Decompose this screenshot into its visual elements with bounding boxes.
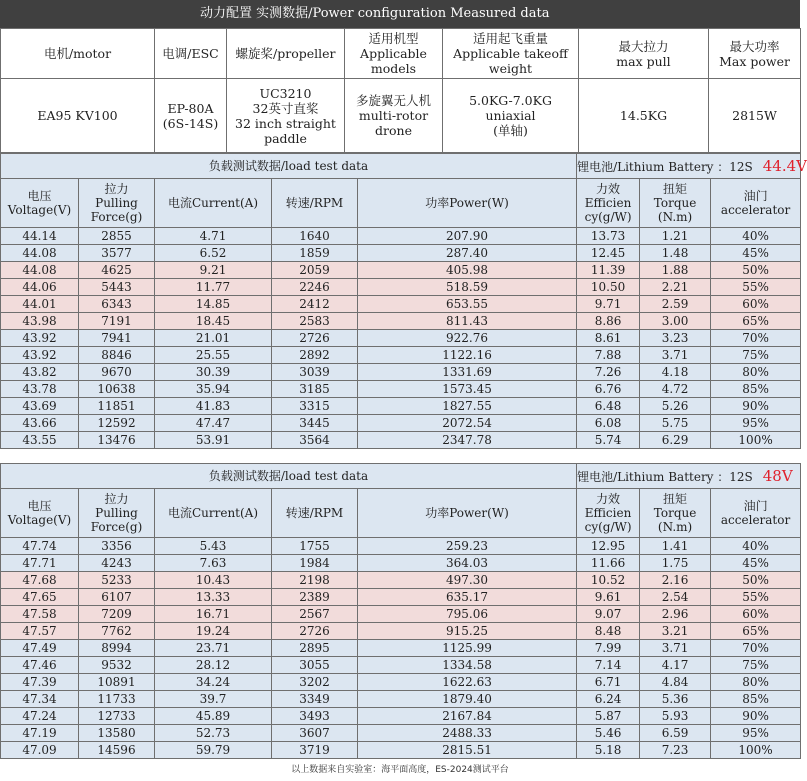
column-header: 力效 Efficien cy(g/W)	[577, 179, 640, 228]
table-cell: 8.61	[577, 330, 640, 347]
table-row	[1, 313, 801, 330]
spec-table	[0, 28, 801, 153]
table-cell: 43.78	[1, 381, 79, 398]
table-cell: 43.66	[1, 415, 79, 432]
column-header: 电压 Voltage(V)	[1, 489, 79, 538]
table-cell: 47.71	[1, 555, 79, 572]
table-cell: 55%	[711, 279, 801, 296]
table-body	[1, 228, 801, 449]
table-cell: 100%	[711, 742, 801, 759]
table-cell: 5.46	[577, 725, 640, 742]
table-cell: 915.25	[358, 623, 577, 640]
table-row	[1, 640, 801, 657]
spec-header-cell: 适用机型 Applicable models	[345, 29, 443, 79]
table-cell: 14596	[79, 742, 155, 759]
table-cell: 14.85	[155, 296, 272, 313]
table-cell: 3607	[272, 725, 358, 742]
table-cell: 2389	[272, 589, 358, 606]
table-cell: 7.63	[155, 555, 272, 572]
table-cell: 10.43	[155, 572, 272, 589]
table-cell: 13.33	[155, 589, 272, 606]
table-cell: 5.74	[577, 432, 640, 449]
table-cell: 2.54	[640, 589, 711, 606]
table-cell: 43.92	[1, 347, 79, 364]
table-cell: 3564	[272, 432, 358, 449]
table-row	[1, 538, 801, 555]
table-cell: 6.76	[577, 381, 640, 398]
table-cell: 6.71	[577, 674, 640, 691]
table-cell: 5.87	[577, 708, 640, 725]
table-cell: 2.59	[640, 296, 711, 313]
table-cell: 90%	[711, 708, 801, 725]
table-cell: 44.08	[1, 245, 79, 262]
table-cell: 3445	[272, 415, 358, 432]
column-header: 功率Power(W)	[358, 489, 577, 538]
table-cell: 47.74	[1, 538, 79, 555]
table-cell: 4625	[79, 262, 155, 279]
table-cell: 2059	[272, 262, 358, 279]
table-cell: 2488.33	[358, 725, 577, 742]
spec-header-row	[1, 29, 801, 79]
table-cell: 5.43	[155, 538, 272, 555]
table-cell: 80%	[711, 364, 801, 381]
table-cell: 7941	[79, 330, 155, 347]
table-cell: 3039	[272, 364, 358, 381]
table-cell: 4.84	[640, 674, 711, 691]
table-row	[1, 347, 801, 364]
spec-header-cell: 电调/ESC	[155, 29, 227, 79]
spec-value-cell: 多旋翼无人机 multi-rotor drone	[345, 79, 443, 153]
table-cell: 5.36	[640, 691, 711, 708]
table-row	[1, 606, 801, 623]
table-cell: 922.76	[358, 330, 577, 347]
table-row	[1, 708, 801, 725]
table-cell: 3055	[272, 657, 358, 674]
table-cell: 1640	[272, 228, 358, 245]
column-header: 拉力 Pulling Force(g)	[79, 489, 155, 538]
column-header: 油门 accelerator	[711, 489, 801, 538]
table-cell: 5.93	[640, 708, 711, 725]
table-cell: 44.14	[1, 228, 79, 245]
table-cell: 1.41	[640, 538, 711, 555]
table-cell: 1859	[272, 245, 358, 262]
table-cell: 19.24	[155, 623, 272, 640]
battery-text: 锂电池/Lithium Battery ：12S	[577, 469, 753, 484]
table-cell: 16.71	[155, 606, 272, 623]
table-cell: 5.18	[577, 742, 640, 759]
spec-value-cell: EA95 KV100	[1, 79, 155, 153]
table-cell: 3.71	[640, 640, 711, 657]
table-cell: 45%	[711, 555, 801, 572]
table-cell: 2.21	[640, 279, 711, 296]
table-cell: 2855	[79, 228, 155, 245]
table-row	[1, 279, 801, 296]
table-cell: 1.75	[640, 555, 711, 572]
table-cell: 518.59	[358, 279, 577, 296]
spec-header-cell: 螺旋桨/propeller	[227, 29, 345, 79]
table-cell: 9.71	[577, 296, 640, 313]
table-cell: 85%	[711, 381, 801, 398]
table-cell: 11.39	[577, 262, 640, 279]
table-row	[1, 589, 801, 606]
table-row	[1, 657, 801, 674]
table-row	[1, 245, 801, 262]
table-cell: 85%	[711, 691, 801, 708]
table-cell: 2726	[272, 330, 358, 347]
table-cell: 5233	[79, 572, 155, 589]
column-header: 油门 accelerator	[711, 179, 801, 228]
table-cell: 4243	[79, 555, 155, 572]
table-cell: 70%	[711, 330, 801, 347]
table-cell: 8846	[79, 347, 155, 364]
table-banner	[1, 464, 801, 489]
table-cell: 1331.69	[358, 364, 577, 381]
table-cell: 3202	[272, 674, 358, 691]
table-cell: 47.49	[1, 640, 79, 657]
table-cell: 2198	[272, 572, 358, 589]
table-cell: 9532	[79, 657, 155, 674]
spec-value-cell: EP-80A (6S-14S)	[155, 79, 227, 153]
table-cell: 6.52	[155, 245, 272, 262]
table-cell: 2246	[272, 279, 358, 296]
table-cell: 95%	[711, 415, 801, 432]
battery-label	[577, 154, 807, 179]
table-cell: 10.50	[577, 279, 640, 296]
table-cell: 43.55	[1, 432, 79, 449]
table-cell: 9.07	[577, 606, 640, 623]
table-cell: 8.48	[577, 623, 640, 640]
table-cell: 4.71	[155, 228, 272, 245]
table-cell: 47.09	[1, 742, 79, 759]
table-cell: 50%	[711, 572, 801, 589]
table-cell: 50%	[711, 262, 801, 279]
table-cell: 7.99	[577, 640, 640, 657]
column-header: 功率Power(W)	[358, 179, 577, 228]
table-cell: 497.30	[358, 572, 577, 589]
table-cell: 47.24	[1, 708, 79, 725]
table-cell: 3.23	[640, 330, 711, 347]
table-cell: 3349	[272, 691, 358, 708]
table-cell: 11.66	[577, 555, 640, 572]
table-row	[1, 330, 801, 347]
table-cell: 1334.58	[358, 657, 577, 674]
table-cell: 30.39	[155, 364, 272, 381]
table-cell: 45%	[711, 245, 801, 262]
table-cell: 7762	[79, 623, 155, 640]
column-header: 力效 Efficien cy(g/W)	[577, 489, 640, 538]
table-cell: 4.72	[640, 381, 711, 398]
spec-value-cell: 14.5KG	[579, 79, 709, 153]
table-row	[1, 381, 801, 398]
table-cell: 1984	[272, 555, 358, 572]
table-cell: 25.55	[155, 347, 272, 364]
table-cell: 11733	[79, 691, 155, 708]
table-cell: 55%	[711, 589, 801, 606]
table-cell: 21.01	[155, 330, 272, 347]
table-cell: 59.79	[155, 742, 272, 759]
table-cell: 405.98	[358, 262, 577, 279]
spec-header-cell: 最大拉力 max pull	[579, 29, 709, 79]
table-cell: 65%	[711, 623, 801, 640]
table-cell: 11.77	[155, 279, 272, 296]
table-cell: 9.21	[155, 262, 272, 279]
table-cell: 47.58	[1, 606, 79, 623]
table-cell: 2895	[272, 640, 358, 657]
table-cell: 6.59	[640, 725, 711, 742]
table-cell: 45.89	[155, 708, 272, 725]
table-cell: 34.24	[155, 674, 272, 691]
table-cell: 7191	[79, 313, 155, 330]
table-body	[1, 538, 801, 759]
table-row	[1, 415, 801, 432]
table-cell: 47.46	[1, 657, 79, 674]
battery-text: 锂电池/Lithium Battery ：12S	[577, 159, 753, 174]
table-cell: 2412	[272, 296, 358, 313]
table-cell: 100%	[711, 432, 801, 449]
table-cell: 4.17	[640, 657, 711, 674]
spec-header-cell: 适用起飞重量 Applicable takeoff weight	[443, 29, 579, 79]
table-cell: 8.86	[577, 313, 640, 330]
table-cell: 7209	[79, 606, 155, 623]
table-cell: 2072.54	[358, 415, 577, 432]
table-cell: 6343	[79, 296, 155, 313]
spec-value-cell: UC3210 32英寸直桨 32 inch straight paddle	[227, 79, 345, 153]
table-cell: 39.7	[155, 691, 272, 708]
table-cell: 35.94	[155, 381, 272, 398]
table-cell: 2726	[272, 623, 358, 640]
table-cell: 23.71	[155, 640, 272, 657]
table-cell: 28.12	[155, 657, 272, 674]
table-cell: 10638	[79, 381, 155, 398]
table-cell: 1.88	[640, 262, 711, 279]
table-cell: 259.23	[358, 538, 577, 555]
table-cell: 2.96	[640, 606, 711, 623]
load-test-label: 负载测试数据/load test data	[1, 154, 577, 179]
table-cell: 47.65	[1, 589, 79, 606]
table-cell: 5.26	[640, 398, 711, 415]
table-cell: 40%	[711, 538, 801, 555]
table-cell: 7.14	[577, 657, 640, 674]
table-cell: 43.69	[1, 398, 79, 415]
table-cell: 795.06	[358, 606, 577, 623]
table-cell: 1827.55	[358, 398, 577, 415]
table-cell: 60%	[711, 296, 801, 313]
table-cell: 1755	[272, 538, 358, 555]
table-cell: 1.21	[640, 228, 711, 245]
table-cell: 364.03	[358, 555, 577, 572]
table-row	[1, 228, 801, 245]
column-header: 拉力 Pulling Force(g)	[79, 179, 155, 228]
table-cell: 287.40	[358, 245, 577, 262]
column-header: 电流Current(A)	[155, 179, 272, 228]
table-cell: 3315	[272, 398, 358, 415]
table-cell: 10.52	[577, 572, 640, 589]
table-cell: 43.92	[1, 330, 79, 347]
table-cell: 43.82	[1, 364, 79, 381]
table-cell: 2347.78	[358, 432, 577, 449]
load-test-table-44v	[0, 153, 807, 449]
spec-header-cell: 最大功率 Max power	[709, 29, 801, 79]
table-cell: 7.88	[577, 347, 640, 364]
table-cell: 13.73	[577, 228, 640, 245]
table-cell: 11851	[79, 398, 155, 415]
table-cell: 3.21	[640, 623, 711, 640]
table-cell: 12.45	[577, 245, 640, 262]
table-cell: 40%	[711, 228, 801, 245]
table-row	[1, 364, 801, 381]
spec-value-cell: 2815W	[709, 79, 801, 153]
table-cell: 3185	[272, 381, 358, 398]
page-title: 动力配置 实测数据/Power configuration Measured data	[0, 0, 800, 28]
table-row	[1, 262, 801, 279]
table-cell: 635.17	[358, 589, 577, 606]
table-cell: 6.48	[577, 398, 640, 415]
column-header: 转速/RPM	[272, 489, 358, 538]
table-cell: 5.75	[640, 415, 711, 432]
table-cell: 3719	[272, 742, 358, 759]
column-header: 转速/RPM	[272, 179, 358, 228]
table-cell: 3356	[79, 538, 155, 555]
table-cell: 3577	[79, 245, 155, 262]
table-cell: 12592	[79, 415, 155, 432]
table-row	[1, 742, 801, 759]
table-cell: 47.47	[155, 415, 272, 432]
table-cell: 65%	[711, 313, 801, 330]
table-cell: 10891	[79, 674, 155, 691]
table-row	[1, 572, 801, 589]
table-banner	[1, 154, 801, 179]
table-cell: 9.61	[577, 589, 640, 606]
table-cell: 47.57	[1, 623, 79, 640]
column-header: 电流Current(A)	[155, 489, 272, 538]
table-cell: 5443	[79, 279, 155, 296]
table-cell: 75%	[711, 657, 801, 674]
table-cell: 44.01	[1, 296, 79, 313]
column-header: 扭矩 Torque (N.m)	[640, 179, 711, 228]
table-cell: 6.29	[640, 432, 711, 449]
table-cell: 44.08	[1, 262, 79, 279]
table-cell: 8994	[79, 640, 155, 657]
table-cell: 4.18	[640, 364, 711, 381]
table-cell: 95%	[711, 725, 801, 742]
spec-header-cell: 电机/motor	[1, 29, 155, 79]
table-row	[1, 691, 801, 708]
table-row	[1, 623, 801, 640]
table-cell: 41.83	[155, 398, 272, 415]
table-cell: 52.73	[155, 725, 272, 742]
table-cell: 90%	[711, 398, 801, 415]
table-cell: 1.48	[640, 245, 711, 262]
table-row	[1, 296, 801, 313]
voltage-label: 48V	[762, 466, 793, 485]
table-row	[1, 555, 801, 572]
table-cell: 1879.40	[358, 691, 577, 708]
table-cell: 3.00	[640, 313, 711, 330]
table-row	[1, 725, 801, 742]
load-test-label: 负载测试数据/load test data	[1, 464, 577, 489]
table-cell: 6107	[79, 589, 155, 606]
table-cell: 3.71	[640, 347, 711, 364]
table-cell: 47.34	[1, 691, 79, 708]
table-cell: 7.26	[577, 364, 640, 381]
battery-label	[577, 464, 801, 489]
table-cell: 2567	[272, 606, 358, 623]
table-cell: 18.45	[155, 313, 272, 330]
table-cell: 13580	[79, 725, 155, 742]
column-header: 扭矩 Torque (N.m)	[640, 489, 711, 538]
table-cell: 811.43	[358, 313, 577, 330]
table-cell: 1125.99	[358, 640, 577, 657]
table-cell: 9670	[79, 364, 155, 381]
table-cell: 47.68	[1, 572, 79, 589]
table-cell: 53.91	[155, 432, 272, 449]
footer-note: 以上数据来自实验室：海平面高度，ES-2024测试平台	[291, 765, 509, 775]
table-cell: 43.98	[1, 313, 79, 330]
table-cell: 75%	[711, 347, 801, 364]
voltage-label: 44.4V	[762, 156, 807, 175]
table-cell: 13476	[79, 432, 155, 449]
table-cell: 2892	[272, 347, 358, 364]
table-cell: 60%	[711, 606, 801, 623]
table-cell: 44.06	[1, 279, 79, 296]
table-cell: 1122.16	[358, 347, 577, 364]
column-header-row	[1, 179, 801, 228]
table-cell: 3493	[272, 708, 358, 725]
table-cell: 2167.84	[358, 708, 577, 725]
table-cell: 1622.63	[358, 674, 577, 691]
table-cell: 1573.45	[358, 381, 577, 398]
table-cell: 6.24	[577, 691, 640, 708]
table-cell: 47.39	[1, 674, 79, 691]
table-cell: 12733	[79, 708, 155, 725]
table-cell: 7.23	[640, 742, 711, 759]
table-row	[1, 674, 801, 691]
table-cell: 47.19	[1, 725, 79, 742]
table-cell: 70%	[711, 640, 801, 657]
table-cell: 2583	[272, 313, 358, 330]
table-cell: 80%	[711, 674, 801, 691]
column-header-row	[1, 489, 801, 538]
table-cell: 2815.51	[358, 742, 577, 759]
spec-value-row	[1, 79, 801, 153]
table-row	[1, 398, 801, 415]
table-cell: 12.95	[577, 538, 640, 555]
table-cell: 653.55	[358, 296, 577, 313]
spec-value-cell: 5.0KG-7.0KG uniaxial (单轴)	[443, 79, 579, 153]
table-row	[1, 432, 801, 449]
table-cell: 6.08	[577, 415, 640, 432]
load-test-table-48v	[0, 463, 801, 759]
table-cell: 2.16	[640, 572, 711, 589]
column-header: 电压 Voltage(V)	[1, 179, 79, 228]
table-cell: 207.90	[358, 228, 577, 245]
